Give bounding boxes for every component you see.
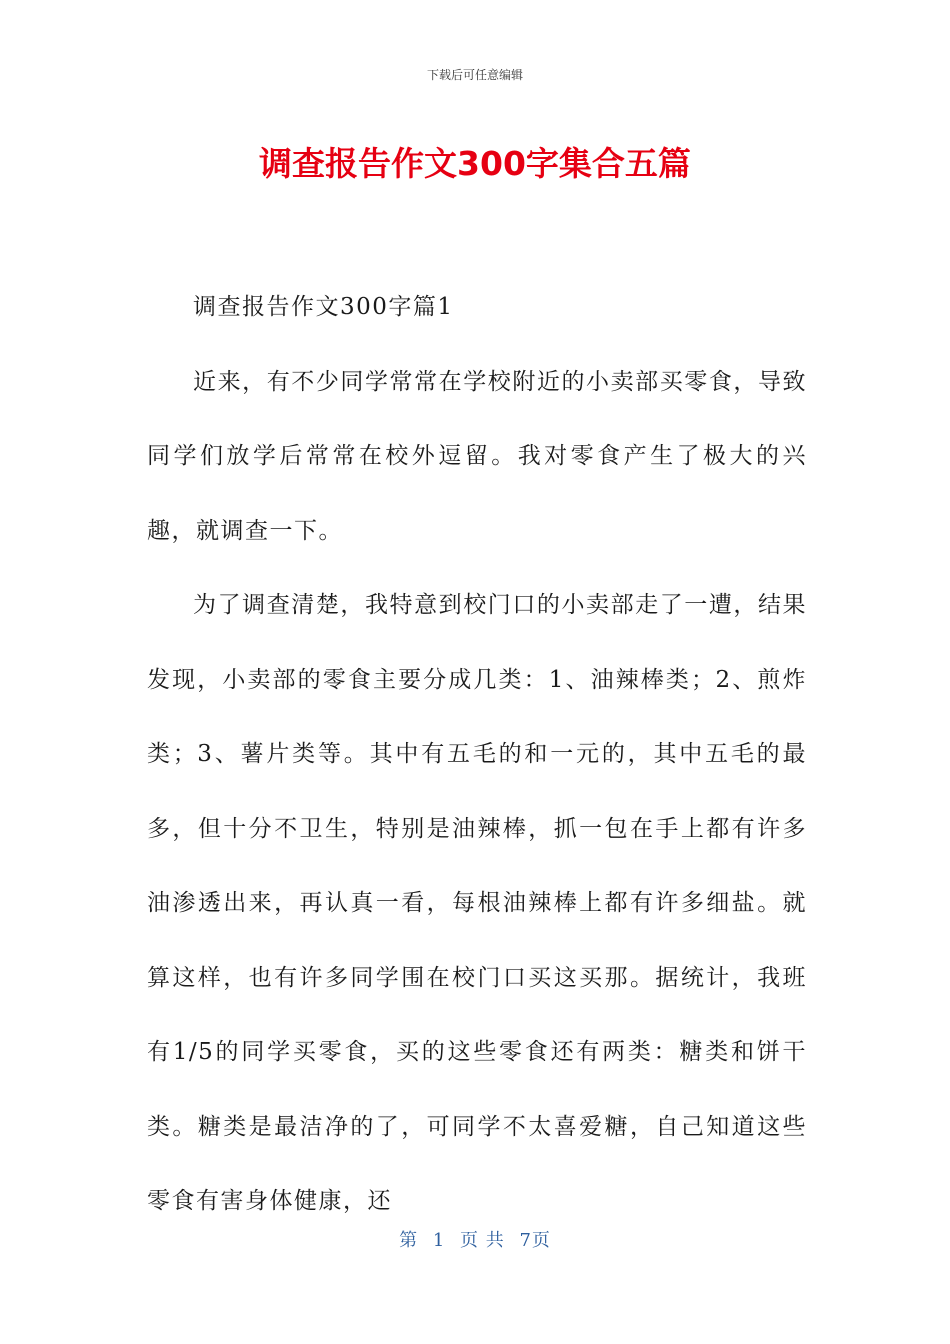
page-footer [0, 1226, 950, 1252]
footer-page-label: 第 [399, 1230, 419, 1251]
footer-total-pages: 7页 [519, 1230, 551, 1251]
paragraph: 近来，有不少同学常常在学校附近的小卖部买零食，导致同学们放学后常常在校外逗留。我对零食产生了极大的兴趣，就调查一下。 [147, 368, 807, 544]
section-heading: 调查报告作文300字篇1 [193, 294, 454, 320]
document-body [147, 270, 807, 1239]
footer-current-page: 1 [432, 1230, 446, 1251]
footer-of-label: 页 共 [460, 1230, 505, 1251]
paragraph: 为了调查清楚，我特意到校门口的小卖部走了一遭，结果发现，小卖部的零食主要分成几类：1、油辣棒类；2、煎炸类；3、薯片类等。其中有五毛的和一元的，其中五毛的最多，但十分不卫生，特别是油辣棒，抓一包在手上都有许多油渗透出来，再认真一看，每根油辣棒上都有许多细盐。就算这样，也有许多同学围在校门口买这买那。据统计，我班有1/5的同学买零食，买的这些零食还有两类：糖类和饼干类。糖类是最洁净的了，可同学不太喜爱糖，自己知道这些零食有害身体健康，还 [147, 592, 807, 1214]
header-note: 下载后可任意编辑 [426, 68, 523, 82]
document-title: 调查报告作文300字集合五篇 [259, 144, 691, 183]
